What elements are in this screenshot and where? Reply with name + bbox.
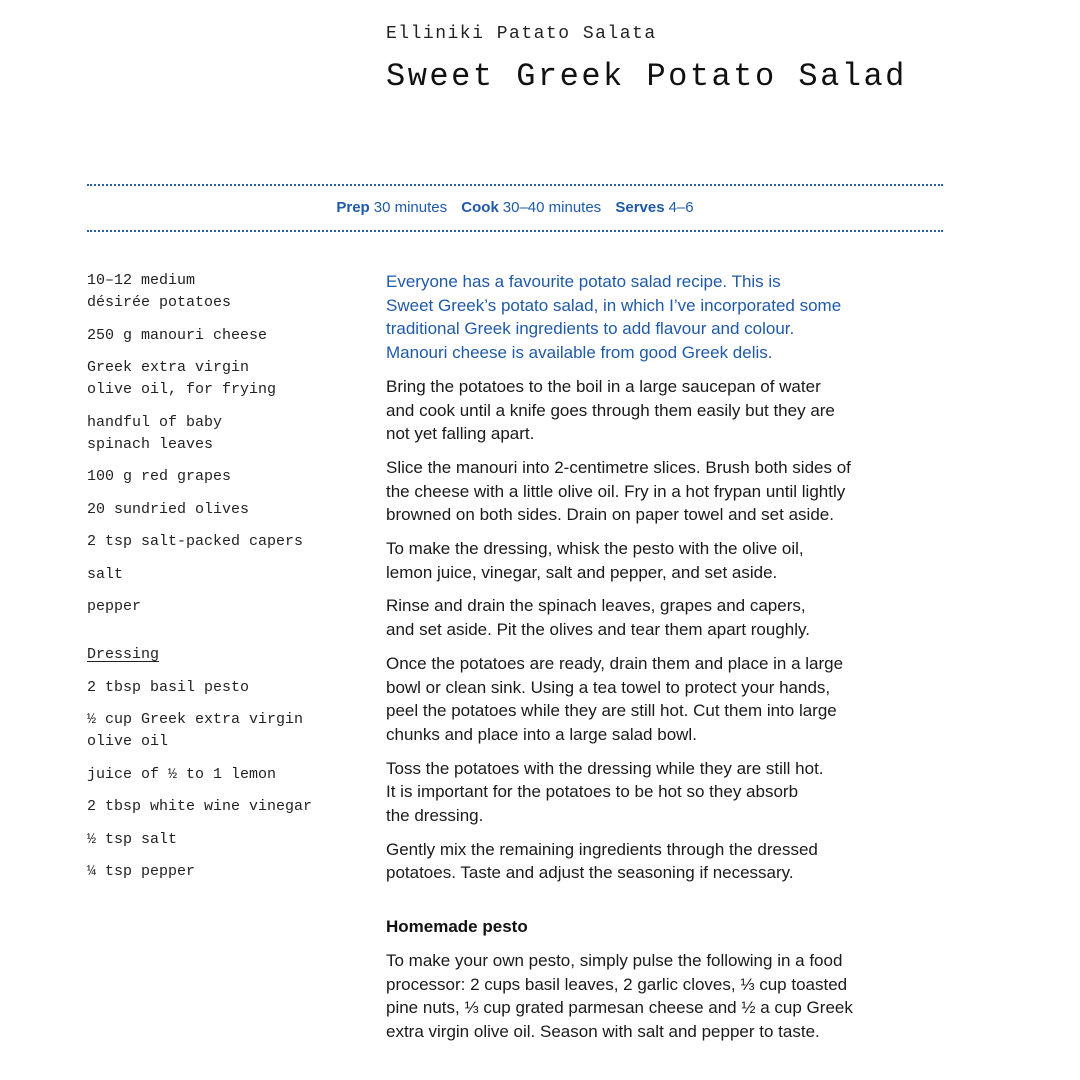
method-column xyxy=(386,270,946,1044)
intro-paragraph: Everyone has a favourite potato salad recipe. This is Sweet Greek’s potato salad, in which I’ve incorporated some traditional Greek ingredients to add flavour and colour. Manouri cheese is available from good Greek delis. xyxy=(386,272,842,363)
dressing-item: juice of ½ to 1 lemon xyxy=(87,765,277,783)
ingredient-item: salt xyxy=(87,565,124,583)
ingredient-item: 10–12 medium désirée potatoes xyxy=(87,272,232,311)
dressing-item: 2 tbsp basil pesto xyxy=(87,678,250,696)
cook-value: 30–40 minutes xyxy=(502,199,602,216)
method-step: Bring the potatoes to the boil in a large saucepan of water and cook until a knife goes through them easily but they are not yet falling apart. xyxy=(386,376,835,444)
method-step: To make the dressing, whisk the pesto with the olive oil, lemon juice, vinegar, salt and pepper, and set aside. xyxy=(386,539,804,582)
dotted-divider-top xyxy=(87,184,943,186)
prep-label: Prep xyxy=(336,199,370,216)
ingredients-list xyxy=(87,270,357,894)
dressing-item: 2 tbsp white wine vinegar xyxy=(87,798,313,815)
prep-value: 30 minutes xyxy=(373,199,448,216)
method-step: Gently mix the remaining ingredients through the dressed potatoes. Taste and adjust the seasoning if necessary. xyxy=(386,839,818,883)
dressing-item: ¼ tsp pepper xyxy=(87,863,196,880)
ingredient-item: handful of baby spinach leaves xyxy=(87,413,223,453)
ingredient-item: Greek extra virgin olive oil, for frying xyxy=(87,359,277,398)
ingredient-item: 100 g red grapes xyxy=(87,468,232,485)
method-step: Rinse and drain the spinach leaves, grapes and capers, and set aside. Pit the olives and tear them apart roughly. xyxy=(386,596,810,640)
ingredient-item: pepper xyxy=(87,598,142,615)
pesto-heading: Homemade pesto xyxy=(386,917,528,937)
ingredient-item: 2 tsp salt-packed capers xyxy=(87,533,304,550)
dressing-heading: Dressing xyxy=(87,646,160,663)
dotted-divider-bottom xyxy=(87,230,943,232)
cook-label: Cook xyxy=(461,199,499,216)
method-step: Toss the potatoes with the dressing while they are still hot. It is important for the potatoes to be hot so they absorb the dressing. xyxy=(386,758,824,826)
ingredient-item: 20 sundried olives xyxy=(87,500,250,518)
serves-value: 4–6 xyxy=(668,199,694,216)
dressing-item: ½ tsp salt xyxy=(87,830,178,848)
serves-label: Serves xyxy=(615,199,665,216)
dressing-item: ½ cup Greek extra virgin olive oil xyxy=(87,711,304,750)
method-step: Once the potatoes are ready, drain them and place in a large bowl or clean sink. Using a tea towel to protect your hands, peel the potatoes while they are still hot. Cut them into large chunks and place into a large salad bowl. xyxy=(386,653,844,744)
method-step: Slice the manouri into 2-centimetre slices. Brush both sides of the cheese with a little olive oil. Fry in a hot frypan until lightly browned on both sides. Drain on paper towel and set aside. xyxy=(386,457,851,525)
pesto-paragraph: To make your own pesto, simply pulse the following in a food processor: 2 cups basil leaves, 2 garlic cloves, ⅓ cup toasted pine nuts, ⅓ cup grated parmesan cheese and ½ a cup Greek extra virgin olive oil. Season with salt and pepper to taste. xyxy=(386,950,853,1041)
ingredient-item: 250 g manouri cheese xyxy=(87,326,268,344)
recipe-subtitle: Elliniki Patato Salata xyxy=(386,24,657,44)
recipe-title: Sweet Greek Potato Salad xyxy=(386,58,907,95)
recipe-meta xyxy=(87,198,943,218)
